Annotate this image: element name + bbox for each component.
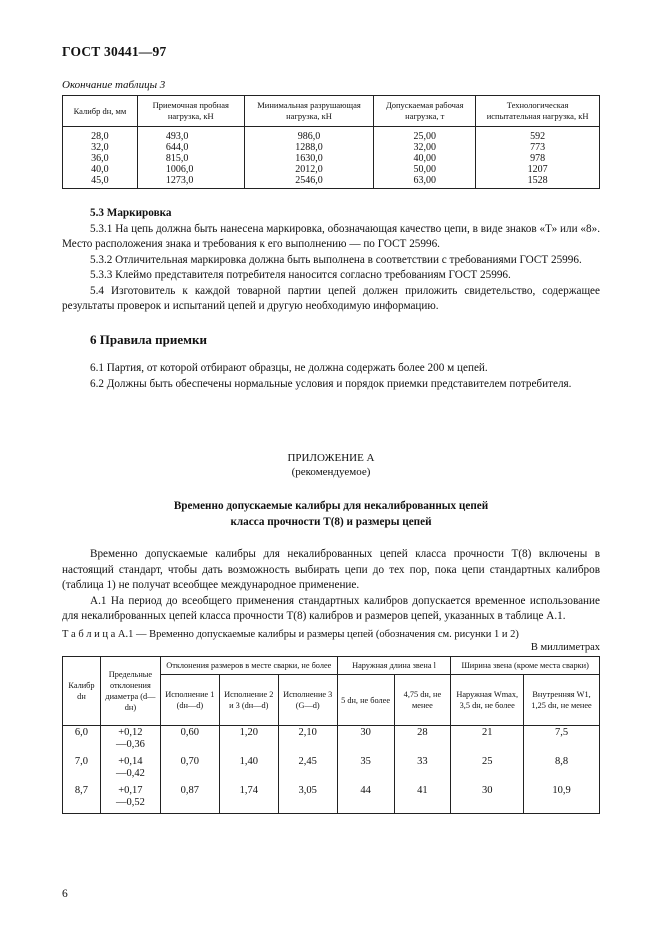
- table-cell: 1288,0: [244, 142, 374, 153]
- table-cell: 1,20: [219, 726, 278, 756]
- table-row: [63, 127, 600, 143]
- paragraph: 5.3.1 На цепь должна быть нанесена маркировка, обозначающая качество цепи, в виде знаков «Т» или «8». Место расположения знака и требования к его выполнению — по ГОСТ 25996.: [62, 222, 600, 250]
- table-cell: 44: [337, 784, 394, 814]
- table-row: [63, 142, 600, 153]
- paragraph: 5.3.2 Отличительная маркировка должна быть выполнена в соответствии с требованиями ГОСТ 25996.: [90, 253, 582, 266]
- table-row: [63, 755, 600, 784]
- table-cell: 978: [476, 153, 600, 164]
- appendix-title-line: класса прочности Т(8) и размеры цепей: [230, 515, 432, 528]
- table-cell: 2,45: [278, 755, 337, 784]
- section-6: [62, 361, 600, 392]
- limits-cell: [100, 726, 160, 756]
- table-cell: 21: [451, 726, 524, 756]
- appendix-status: (рекомендуемое): [291, 466, 371, 478]
- table-cell: 28: [394, 726, 451, 756]
- section-5-3-heading: 5.3 Маркировка: [90, 207, 172, 219]
- tableA1: [62, 656, 600, 814]
- limit-plus: +0,12: [118, 727, 143, 738]
- tableA1-units: В миллиметрах: [530, 642, 600, 653]
- table-cell: 1630,0: [244, 153, 374, 164]
- table-row: [63, 726, 600, 756]
- table-row: [63, 784, 600, 814]
- limit-plus: +0,14: [118, 756, 143, 767]
- table-cell: 25,00: [374, 127, 476, 143]
- table-cell: 2546,0: [244, 175, 374, 189]
- table3-header: Технологическая испытательная нагрузка, кН: [476, 96, 600, 127]
- table-cell: 35: [337, 755, 394, 784]
- table-cell: 30: [451, 784, 524, 814]
- table3-header: Минимальная разрушающая нагрузка, кН: [244, 96, 374, 127]
- limits-cell: [100, 755, 160, 784]
- paragraph: 6.2 Должны быть обеспечены нормальные условия и порядок приемки представителем потребителя.: [90, 377, 572, 390]
- limit-minus: —0,36: [115, 739, 145, 750]
- table3-header: Допускаемая рабочая нагрузка, т: [374, 96, 476, 127]
- table-cell: 33: [394, 755, 451, 784]
- table3-header-row: [63, 96, 600, 127]
- page-number: 6: [62, 888, 68, 900]
- tableA1-header: Ширина звена (кроме места сварки): [451, 657, 600, 675]
- paragraph: 5.3.3 Клеймо представителя потребителя наносится согласно требованиям ГОСТ 25996.: [90, 269, 511, 281]
- table-row: [63, 175, 600, 189]
- appendix-title-line: Временно допускаемые калибры для некалиброванных цепей: [173, 500, 489, 512]
- table-cell: 644,0: [137, 142, 244, 153]
- table-cell: 8,8: [524, 755, 600, 784]
- appendix-title: [62, 499, 600, 530]
- table-cell: 8,7: [63, 784, 101, 814]
- table-row: [63, 164, 600, 175]
- table-cell: 0,87: [160, 784, 219, 814]
- table-cell: 50,00: [374, 164, 476, 175]
- tableA1-header: Предельные отклонения диаметра (d—dн): [100, 657, 160, 726]
- table-cell: 40,0: [63, 164, 138, 175]
- table3-caption: Окончание таблицы 3: [62, 79, 166, 91]
- table-cell: 0,60: [160, 726, 219, 756]
- table-cell: 40,00: [374, 153, 476, 164]
- table-cell: 0,70: [160, 755, 219, 784]
- table-cell: 10,9: [524, 784, 600, 814]
- tableA1-header: Внутренняя W1, 1,25 dн, не менее: [524, 675, 600, 726]
- table-cell: 1528: [476, 175, 600, 189]
- table-cell: 1207: [476, 164, 600, 175]
- appendix-label-block: [62, 451, 600, 479]
- table-cell: 1273,0: [137, 175, 244, 189]
- table3: [62, 95, 600, 189]
- table3-header: Приемочная пробная нагрузка, кН: [137, 96, 244, 127]
- limit-plus: +0,17: [118, 785, 143, 796]
- paragraph: 6.1 Партия, от которой отбирают образцы, не должна содержать более 200 м цепей.: [90, 362, 488, 374]
- tableA1-header: Калибр dн: [63, 657, 101, 726]
- section-5-3: [62, 206, 600, 315]
- table-cell: 7,5: [524, 726, 600, 756]
- table-cell: 6,0: [63, 726, 101, 756]
- table-cell: 32,0: [63, 142, 138, 153]
- table-cell: 41: [394, 784, 451, 814]
- table-cell: 45,0: [63, 175, 138, 189]
- table-cell: 7,0: [63, 755, 101, 784]
- limit-minus: —0,52: [115, 797, 145, 808]
- tableA1-header: Исполнение 2 и 3 (dн—d): [219, 675, 278, 726]
- tableA1-header-row: [63, 657, 600, 675]
- paragraph: А.1 На период до всеобщего применения стандартных калибров допускается временное использование для некалиброванных цепей класса прочности Т(8) калибров и размеров цепей, указанных в таблице А.1.: [62, 594, 600, 622]
- standard-header: ГОСТ 30441—97: [62, 44, 167, 59]
- table-cell: 30: [337, 726, 394, 756]
- limit-minus: —0,42: [115, 768, 145, 779]
- appendix-label: ПРИЛОЖЕНИЕ А: [287, 452, 375, 464]
- tableA1-header: Исполнение 3 (G—d): [278, 675, 337, 726]
- table-cell: 3,05: [278, 784, 337, 814]
- table-cell: 986,0: [244, 127, 374, 143]
- paragraph: Временно допускаемые калибры для некалиброванных цепей класса прочности Т(8) включены в настоящий стандарт, чтобы дать возможность выбирать цепи до тех пор, пока цепи стандартных калибров (таблица 1) не получат всеобщее международное применение.: [62, 548, 600, 591]
- tableA1-caption: Т а б л и ц а А.1 — Временно допускаемые калибры и размеры цепей (обозначения см. рисунки 1 и 2): [62, 629, 519, 640]
- table-cell: 25: [451, 755, 524, 784]
- tableA1-header: 5 dн, не более: [337, 675, 394, 726]
- table-cell: 63,00: [374, 175, 476, 189]
- appendix-text: [62, 547, 600, 625]
- table-cell: 2012,0: [244, 164, 374, 175]
- tableA1-header: Исполнение 1 (dн—d): [160, 675, 219, 726]
- table-row: [63, 153, 600, 164]
- tableA1-header: Наружная длина звена l: [337, 657, 451, 675]
- tableA1-header: Отклонения размеров в месте сварки, не более: [160, 657, 337, 675]
- section-6-heading: 6 Правила приемки: [90, 332, 207, 347]
- table-cell: 493,0: [137, 127, 244, 143]
- table-cell: 2,10: [278, 726, 337, 756]
- tableA1-header: 4,75 dн, не менее: [394, 675, 451, 726]
- table-cell: 592: [476, 127, 600, 143]
- tableA1-header: Наружная Wmax, 3,5 dн, не более: [451, 675, 524, 726]
- table-cell: 773: [476, 142, 600, 153]
- table3-header: Калибр dн, мм: [63, 96, 138, 127]
- table-cell: 36,0: [63, 153, 138, 164]
- table-cell: 28,0: [63, 127, 138, 143]
- table-cell: 1,74: [219, 784, 278, 814]
- table-cell: 1,40: [219, 755, 278, 784]
- table-cell: 32,00: [374, 142, 476, 153]
- paragraph: 5.4 Изготовитель к каждой товарной партии цепей должен приложить свидетельство, содержащее результаты проверок и испытаний цепей и другую необходимую информацию.: [62, 284, 600, 312]
- table-cell: 815,0: [137, 153, 244, 164]
- table-cell: 1006,0: [137, 164, 244, 175]
- limits-cell: [100, 784, 160, 814]
